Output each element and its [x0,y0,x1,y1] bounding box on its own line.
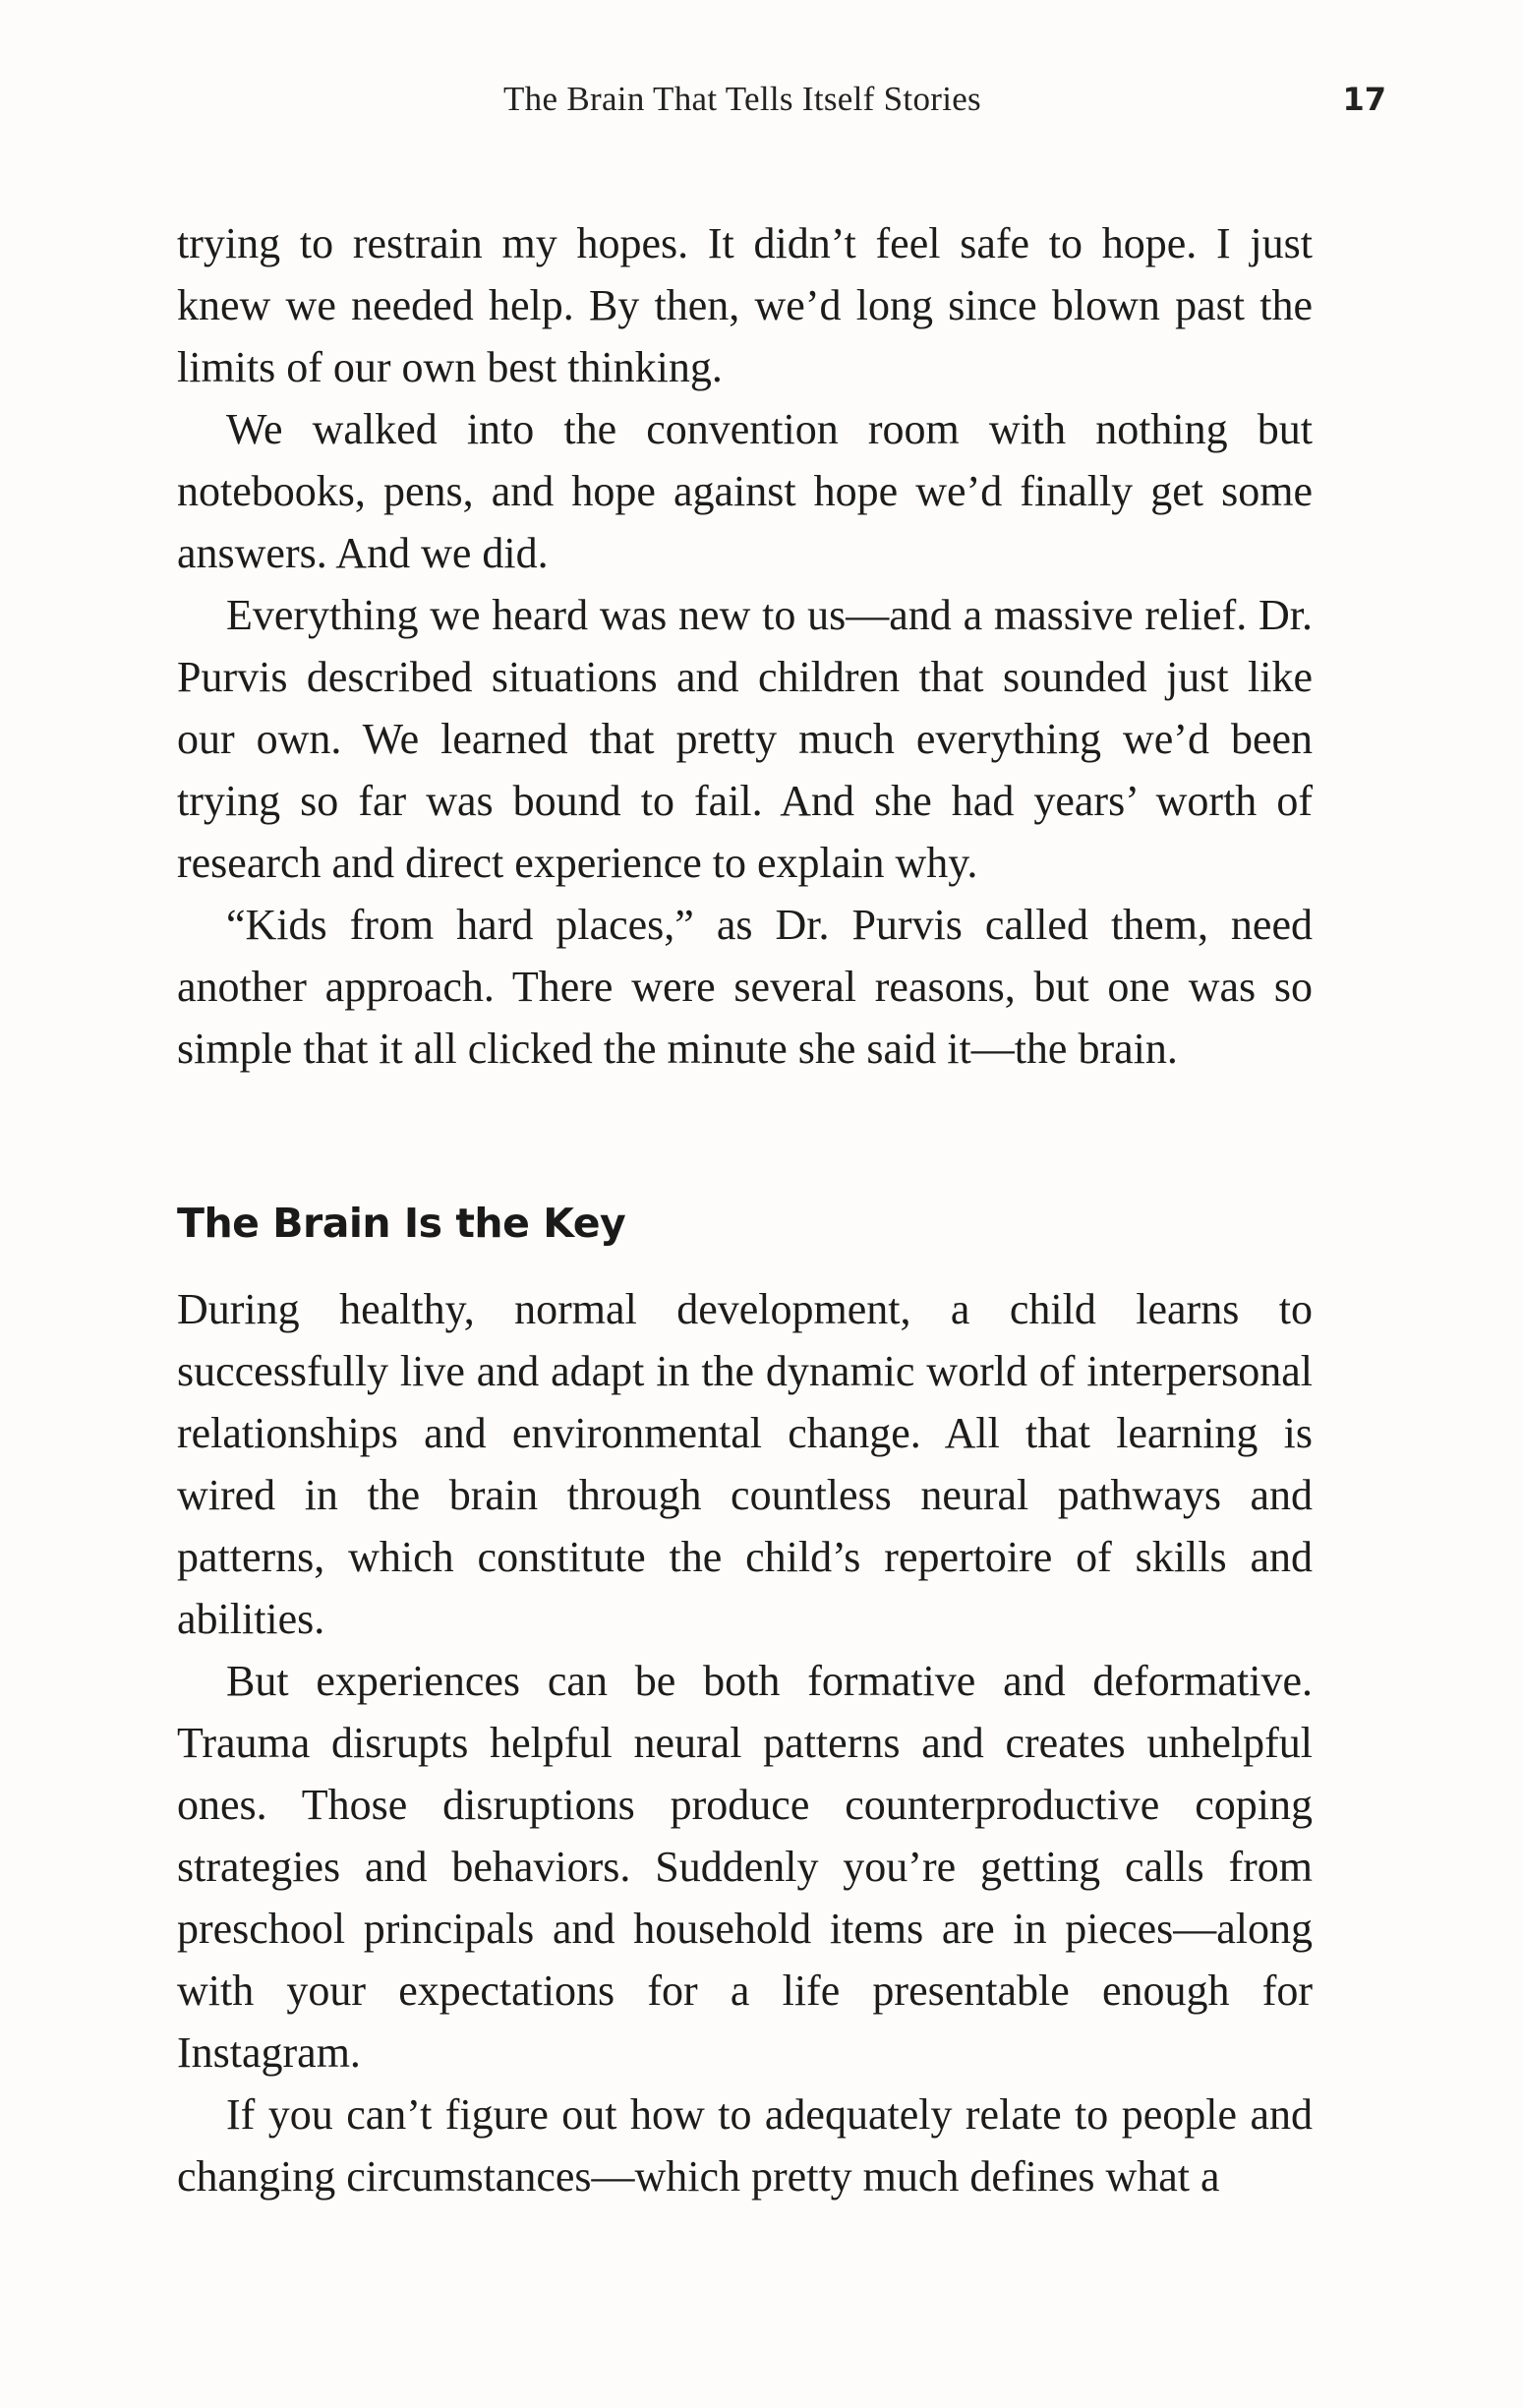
page-number: 17 [1342,81,1386,118]
paragraph: But experiences can be both formative and deformative. Trauma disrupts helpful neural patterns and creates unhelpful ones. Those disruptions produce counterproductive coping strategies and behaviors. Suddenly you’re getting calls from preschool principals and household items are in pieces—along with your expectations for a life presentable enough for Instagram. [177,1657,1313,2077]
section-heading: The Brain Is the Key [177,1200,626,1247]
paragraph: Everything we heard was new to us—and a massive relief. Dr. Purvis described situations and children that sounded just like our own. We learned that pretty much everything we’d been trying so far was bound to fail. And she had years’ worth of research and direct experience to explain why. [177,591,1313,887]
paragraph: trying to restrain my hopes. It didn’t feel safe to hope. I just knew we needed help. By then, we’d long since blown past the limits of our own best thinking. [177,219,1313,391]
paragraph: If you can’t figure out how to adequately relate to people and changing circumstances—which pretty much defines what a [177,2090,1313,2201]
running-title: The Brain That Tells Itself Stories [503,80,981,118]
paragraph: We walked into the convention room with nothing but notebooks, pens, and hope against hope we’d finally get some answers. And we did. [177,405,1313,577]
running-header [177,75,1386,124]
paragraph: During healthy, normal development, a child learns to successfully live and adapt in the dynamic world of interpersonal relationships and environmental change. All that learning is wired in the brain through countless neural pathways and patterns, which constitute the child’s repertoire of skills and abilities. [177,1285,1313,1643]
paragraph: “Kids from hard places,” as Dr. Purvis called them, need another approach. There were several reasons, but one was so simple that it all clicked the minute she said it—the brain. [177,901,1313,1073]
body-text [177,212,1313,2207]
